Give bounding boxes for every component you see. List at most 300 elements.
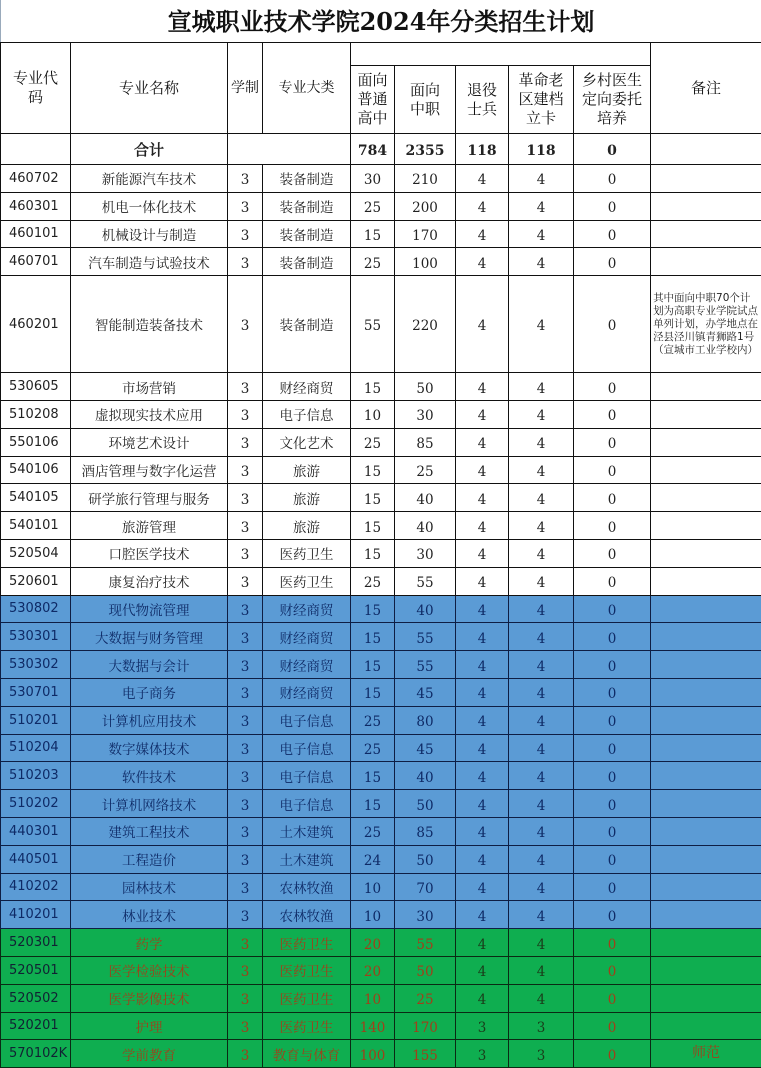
cell-rural-doctor: 0 [574, 873, 651, 901]
table-row [1, 873, 761, 901]
cell-major-code: 530701 [1, 678, 71, 706]
cell-duration: 3 [228, 539, 263, 567]
cell-general-high-school: 25 [351, 428, 395, 456]
cell-veterans: 4 [456, 567, 509, 595]
cell-category: 旅游 [263, 456, 351, 484]
cell-vocational: 85 [395, 428, 456, 456]
table-row [1, 248, 761, 276]
cell-major-code: 510208 [1, 400, 71, 428]
cell-category: 电子信息 [263, 400, 351, 428]
cell-duration: 3 [228, 220, 263, 248]
total-general-high-school: 784 [351, 134, 395, 165]
cell-revolutionary-poor: 4 [509, 734, 574, 762]
table-row [1, 595, 761, 623]
cell-major-code: 510201 [1, 706, 71, 734]
cell-major-name: 机电一体化技术 [71, 192, 228, 220]
cell-rural-doctor: 0 [574, 428, 651, 456]
header-name: 专业名称 [71, 43, 228, 134]
cell-duration: 3 [228, 1040, 263, 1068]
table-row [1, 400, 761, 428]
cell-category: 旅游 [263, 484, 351, 512]
header-rural-doctor: 乡村医生定向委托培养 [574, 66, 651, 134]
cell-general-high-school: 15 [351, 373, 395, 401]
cell-duration: 3 [228, 623, 263, 651]
cell-duration: 3 [228, 762, 263, 790]
cell-major-code: 530605 [1, 373, 71, 401]
cell-revolutionary-poor: 4 [509, 817, 574, 845]
cell-revolutionary-poor: 4 [509, 400, 574, 428]
cell-revolutionary-poor: 4 [509, 428, 574, 456]
total-blank [228, 134, 351, 165]
cell-duration: 3 [228, 734, 263, 762]
cell-major-code: 530301 [1, 623, 71, 651]
table-row [1, 984, 761, 1012]
cell-veterans: 4 [456, 651, 509, 679]
cell-vocational: 30 [395, 901, 456, 929]
cell-major-code: 520301 [1, 929, 71, 957]
cell-general-high-school: 55 [351, 276, 395, 373]
header-veterans: 退役士兵 [456, 66, 509, 134]
table-row [1, 276, 761, 373]
table-row [1, 428, 761, 456]
cell-rural-doctor: 0 [574, 484, 651, 512]
cell-revolutionary-poor: 4 [509, 956, 574, 984]
header-vocational: 面向中职 [395, 66, 456, 134]
cell-major-code: 460101 [1, 220, 71, 248]
cell-vocational: 55 [395, 567, 456, 595]
cell-veterans: 4 [456, 220, 509, 248]
cell-revolutionary-poor: 4 [509, 984, 574, 1012]
total-rural-doctor: 0 [574, 134, 651, 165]
cell-veterans: 4 [456, 623, 509, 651]
table-row [1, 929, 761, 957]
cell-category: 医药卫生 [263, 539, 351, 567]
cell-veterans: 4 [456, 762, 509, 790]
cell-vocational: 50 [395, 845, 456, 873]
cell-category: 电子信息 [263, 790, 351, 818]
cell-remark [651, 248, 761, 276]
cell-duration: 3 [228, 1012, 263, 1040]
cell-category: 土木建筑 [263, 845, 351, 873]
cell-rural-doctor: 0 [574, 539, 651, 567]
cell-general-high-school: 140 [351, 1012, 395, 1040]
cell-duration: 3 [228, 984, 263, 1012]
cell-major-code: 440301 [1, 817, 71, 845]
cell-rural-doctor: 0 [574, 734, 651, 762]
table-row [1, 901, 761, 929]
cell-rural-doctor: 0 [574, 456, 651, 484]
cell-major-code: 440501 [1, 845, 71, 873]
table-row [1, 567, 761, 595]
cell-remark [651, 790, 761, 818]
cell-rural-doctor: 0 [574, 1040, 651, 1068]
cell-duration: 3 [228, 276, 263, 373]
cell-major-name: 机械设计与制造 [71, 220, 228, 248]
cell-veterans: 4 [456, 595, 509, 623]
cell-veterans: 4 [456, 901, 509, 929]
cell-major-code: 540106 [1, 456, 71, 484]
total-label: 合计 [71, 134, 228, 165]
cell-category: 装备制造 [263, 248, 351, 276]
cell-general-high-school: 25 [351, 192, 395, 220]
cell-revolutionary-poor: 4 [509, 706, 574, 734]
cell-veterans: 4 [456, 790, 509, 818]
table-row [1, 817, 761, 845]
cell-major-code: 520201 [1, 1012, 71, 1040]
cell-general-high-school: 24 [351, 845, 395, 873]
cell-major-name: 大数据与财务管理 [71, 623, 228, 651]
cell-rural-doctor: 0 [574, 276, 651, 373]
table-row [1, 373, 761, 401]
cell-major-name: 林业技术 [71, 901, 228, 929]
cell-rural-doctor: 0 [574, 817, 651, 845]
cell-veterans: 4 [456, 984, 509, 1012]
cell-vocational: 55 [395, 651, 456, 679]
cell-revolutionary-poor: 4 [509, 192, 574, 220]
cell-major-name: 研学旅行管理与服务 [71, 484, 228, 512]
cell-general-high-school: 15 [351, 623, 395, 651]
cell-remark [651, 484, 761, 512]
cell-major-name: 药学 [71, 929, 228, 957]
cell-veterans: 4 [456, 400, 509, 428]
cell-major-code: 510202 [1, 790, 71, 818]
cell-duration: 3 [228, 400, 263, 428]
cell-major-name: 酒店管理与数字化运营 [71, 456, 228, 484]
cell-vocational: 50 [395, 956, 456, 984]
cell-revolutionary-poor: 4 [509, 929, 574, 957]
cell-rural-doctor: 0 [574, 567, 651, 595]
cell-general-high-school: 15 [351, 512, 395, 540]
cell-duration: 3 [228, 484, 263, 512]
cell-category: 电子信息 [263, 762, 351, 790]
total-row [1, 134, 761, 165]
cell-veterans: 4 [456, 428, 509, 456]
cell-major-name: 医学检验技术 [71, 956, 228, 984]
table-row [1, 165, 761, 193]
cell-vocational: 45 [395, 678, 456, 706]
cell-duration: 3 [228, 929, 263, 957]
page-title: 宣城职业技术学院2024年分类招生计划 [0, 0, 761, 42]
cell-major-code: 520502 [1, 984, 71, 1012]
cell-revolutionary-poor: 4 [509, 651, 574, 679]
cell-revolutionary-poor: 4 [509, 512, 574, 540]
cell-major-code: 460702 [1, 165, 71, 193]
cell-revolutionary-poor: 4 [509, 567, 574, 595]
cell-duration: 3 [228, 706, 263, 734]
cell-veterans: 4 [456, 512, 509, 540]
cell-remark [651, 956, 761, 984]
cell-general-high-school: 15 [351, 456, 395, 484]
cell-vocational: 100 [395, 248, 456, 276]
cell-rural-doctor: 0 [574, 901, 651, 929]
header-code: 专业代码 [1, 43, 71, 134]
cell-general-high-school: 15 [351, 484, 395, 512]
cell-vocational: 25 [395, 456, 456, 484]
cell-category: 教育与体育 [263, 1040, 351, 1068]
cell-rural-doctor: 0 [574, 956, 651, 984]
cell-category: 医药卫生 [263, 984, 351, 1012]
cell-rural-doctor: 0 [574, 373, 651, 401]
total-revolutionary-poor: 118 [509, 134, 574, 165]
cell-duration: 3 [228, 873, 263, 901]
cell-revolutionary-poor: 4 [509, 873, 574, 901]
cell-category: 旅游 [263, 512, 351, 540]
cell-duration: 3 [228, 567, 263, 595]
table-row [1, 512, 761, 540]
cell-rural-doctor: 0 [574, 400, 651, 428]
table-row [1, 651, 761, 679]
enrollment-table [0, 42, 761, 1068]
table-row [1, 706, 761, 734]
cell-major-name: 康复治疗技术 [71, 567, 228, 595]
cell-remark [651, 512, 761, 540]
cell-remark [651, 539, 761, 567]
table-row [1, 1012, 761, 1040]
cell-remark [651, 1012, 761, 1040]
cell-vocational: 40 [395, 512, 456, 540]
cell-general-high-school: 25 [351, 248, 395, 276]
cell-major-code: 410202 [1, 873, 71, 901]
table-row [1, 539, 761, 567]
cell-rural-doctor: 0 [574, 762, 651, 790]
cell-veterans: 4 [456, 456, 509, 484]
table-row [1, 1040, 761, 1068]
cell-category: 文化艺术 [263, 428, 351, 456]
cell-revolutionary-poor: 3 [509, 1040, 574, 1068]
cell-major-code: 460301 [1, 192, 71, 220]
cell-duration: 3 [228, 956, 263, 984]
cell-remark [651, 706, 761, 734]
cell-major-name: 工程造价 [71, 845, 228, 873]
cell-general-high-school: 30 [351, 165, 395, 193]
cell-veterans: 4 [456, 817, 509, 845]
cell-general-high-school: 10 [351, 984, 395, 1012]
header-group-blank [351, 43, 651, 66]
cell-vocational: 45 [395, 734, 456, 762]
cell-vocational: 40 [395, 484, 456, 512]
cell-major-name: 数字媒体技术 [71, 734, 228, 762]
cell-veterans: 4 [456, 873, 509, 901]
cell-category: 装备制造 [263, 220, 351, 248]
cell-veterans: 3 [456, 1012, 509, 1040]
cell-remark [651, 984, 761, 1012]
cell-major-name: 建筑工程技术 [71, 817, 228, 845]
cell-veterans: 4 [456, 929, 509, 957]
cell-duration: 3 [228, 790, 263, 818]
cell-remark [651, 428, 761, 456]
cell-general-high-school: 15 [351, 595, 395, 623]
cell-remark [651, 845, 761, 873]
cell-rural-doctor: 0 [574, 595, 651, 623]
cell-category: 财经商贸 [263, 651, 351, 679]
cell-remark [651, 873, 761, 901]
cell-remark [651, 901, 761, 929]
cell-major-code: 520501 [1, 956, 71, 984]
total-vocational: 2355 [395, 134, 456, 165]
cell-vocational: 80 [395, 706, 456, 734]
header-duration: 学制 [228, 43, 263, 134]
cell-veterans: 4 [456, 734, 509, 762]
table-row [1, 790, 761, 818]
cell-remark [651, 734, 761, 762]
table-row [1, 678, 761, 706]
cell-category: 医药卫生 [263, 567, 351, 595]
cell-veterans: 4 [456, 956, 509, 984]
cell-duration: 3 [228, 595, 263, 623]
cell-vocational: 70 [395, 873, 456, 901]
cell-duration: 3 [228, 845, 263, 873]
cell-vocational: 30 [395, 400, 456, 428]
cell-revolutionary-poor: 4 [509, 678, 574, 706]
cell-remark: 其中面向中职70个计划为高职专业学院试点单列计划，办学地点在泾县泾川镇青狮路1号（宣城市工业学校内） [651, 276, 761, 373]
cell-revolutionary-poor: 4 [509, 595, 574, 623]
cell-vocational: 170 [395, 1012, 456, 1040]
table-row [1, 220, 761, 248]
cell-general-high-school: 15 [351, 790, 395, 818]
cell-remark [651, 567, 761, 595]
cell-duration: 3 [228, 192, 263, 220]
table-row [1, 762, 761, 790]
cell-remark [651, 165, 761, 193]
cell-major-name: 大数据与会计 [71, 651, 228, 679]
cell-rural-doctor: 0 [574, 165, 651, 193]
total-veterans: 118 [456, 134, 509, 165]
cell-category: 财经商贸 [263, 623, 351, 651]
cell-major-name: 园林技术 [71, 873, 228, 901]
cell-veterans: 4 [456, 678, 509, 706]
cell-duration: 3 [228, 165, 263, 193]
cell-general-high-school: 25 [351, 706, 395, 734]
header-general-high-school: 面向普通高中 [351, 66, 395, 134]
cell-major-name: 计算机应用技术 [71, 706, 228, 734]
cell-general-high-school: 20 [351, 929, 395, 957]
cell-major-code: 540101 [1, 512, 71, 540]
cell-general-high-school: 25 [351, 734, 395, 762]
cell-general-high-school: 25 [351, 567, 395, 595]
cell-major-name: 汽车制造与试验技术 [71, 248, 228, 276]
cell-vocational: 30 [395, 539, 456, 567]
cell-general-high-school: 10 [351, 873, 395, 901]
cell-remark: 师范 [651, 1040, 761, 1068]
cell-general-high-school: 20 [351, 956, 395, 984]
cell-major-code: 520601 [1, 567, 71, 595]
cell-duration: 3 [228, 817, 263, 845]
cell-veterans: 4 [456, 276, 509, 373]
cell-revolutionary-poor: 4 [509, 456, 574, 484]
cell-remark [651, 456, 761, 484]
cell-remark [651, 192, 761, 220]
cell-remark [651, 623, 761, 651]
cell-vocational: 25 [395, 984, 456, 1012]
cell-duration: 3 [228, 651, 263, 679]
cell-revolutionary-poor: 4 [509, 373, 574, 401]
cell-veterans: 4 [456, 373, 509, 401]
cell-vocational: 155 [395, 1040, 456, 1068]
cell-major-name: 医学影像技术 [71, 984, 228, 1012]
cell-revolutionary-poor: 4 [509, 790, 574, 818]
cell-major-name: 现代物流管理 [71, 595, 228, 623]
cell-remark [651, 595, 761, 623]
cell-rural-doctor: 0 [574, 845, 651, 873]
header-remark: 备注 [651, 43, 761, 134]
table-row [1, 845, 761, 873]
cell-duration: 3 [228, 512, 263, 540]
cell-vocational: 170 [395, 220, 456, 248]
cell-revolutionary-poor: 4 [509, 248, 574, 276]
cell-major-name: 市场营销 [71, 373, 228, 401]
table-row [1, 192, 761, 220]
cell-general-high-school: 15 [351, 651, 395, 679]
cell-rural-doctor: 0 [574, 1012, 651, 1040]
cell-major-name: 护理 [71, 1012, 228, 1040]
cell-major-name: 新能源汽车技术 [71, 165, 228, 193]
cell-vocational: 200 [395, 192, 456, 220]
cell-remark [651, 762, 761, 790]
table-row [1, 484, 761, 512]
cell-major-code: 410201 [1, 901, 71, 929]
cell-major-code: 520504 [1, 539, 71, 567]
cell-rural-doctor: 0 [574, 512, 651, 540]
cell-major-name: 计算机网络技术 [71, 790, 228, 818]
cell-category: 装备制造 [263, 165, 351, 193]
cell-remark [651, 373, 761, 401]
cell-revolutionary-poor: 4 [509, 623, 574, 651]
cell-general-high-school: 15 [351, 678, 395, 706]
cell-rural-doctor: 0 [574, 790, 651, 818]
cell-general-high-school: 10 [351, 901, 395, 929]
cell-veterans: 4 [456, 165, 509, 193]
cell-revolutionary-poor: 4 [509, 762, 574, 790]
cell-remark [651, 220, 761, 248]
cell-category: 农林牧渔 [263, 901, 351, 929]
cell-major-name: 虚拟现实技术应用 [71, 400, 228, 428]
table-row [1, 623, 761, 651]
cell-vocational: 40 [395, 595, 456, 623]
cell-revolutionary-poor: 4 [509, 845, 574, 873]
cell-rural-doctor: 0 [574, 248, 651, 276]
cell-revolutionary-poor: 3 [509, 1012, 574, 1040]
total-code [1, 134, 71, 165]
cell-revolutionary-poor: 4 [509, 901, 574, 929]
cell-major-code: 570102K [1, 1040, 71, 1068]
cell-major-name: 环境艺术设计 [71, 428, 228, 456]
cell-duration: 3 [228, 678, 263, 706]
cell-rural-doctor: 0 [574, 192, 651, 220]
cell-rural-doctor: 0 [574, 220, 651, 248]
cell-vocational: 220 [395, 276, 456, 373]
cell-category: 医药卫生 [263, 929, 351, 957]
cell-category: 电子信息 [263, 706, 351, 734]
cell-general-high-school: 25 [351, 817, 395, 845]
cell-category: 土木建筑 [263, 817, 351, 845]
cell-category: 农林牧渔 [263, 873, 351, 901]
cell-veterans: 4 [456, 539, 509, 567]
cell-rural-doctor: 0 [574, 706, 651, 734]
cell-major-name: 电子商务 [71, 678, 228, 706]
cell-major-code: 460701 [1, 248, 71, 276]
cell-vocational: 40 [395, 762, 456, 790]
cell-duration: 3 [228, 901, 263, 929]
cell-category: 医药卫生 [263, 956, 351, 984]
cell-revolutionary-poor: 4 [509, 484, 574, 512]
cell-remark [651, 817, 761, 845]
cell-veterans: 4 [456, 192, 509, 220]
cell-major-code: 510203 [1, 762, 71, 790]
cell-vocational: 50 [395, 373, 456, 401]
cell-category: 财经商贸 [263, 595, 351, 623]
cell-revolutionary-poor: 4 [509, 220, 574, 248]
table-row [1, 734, 761, 762]
